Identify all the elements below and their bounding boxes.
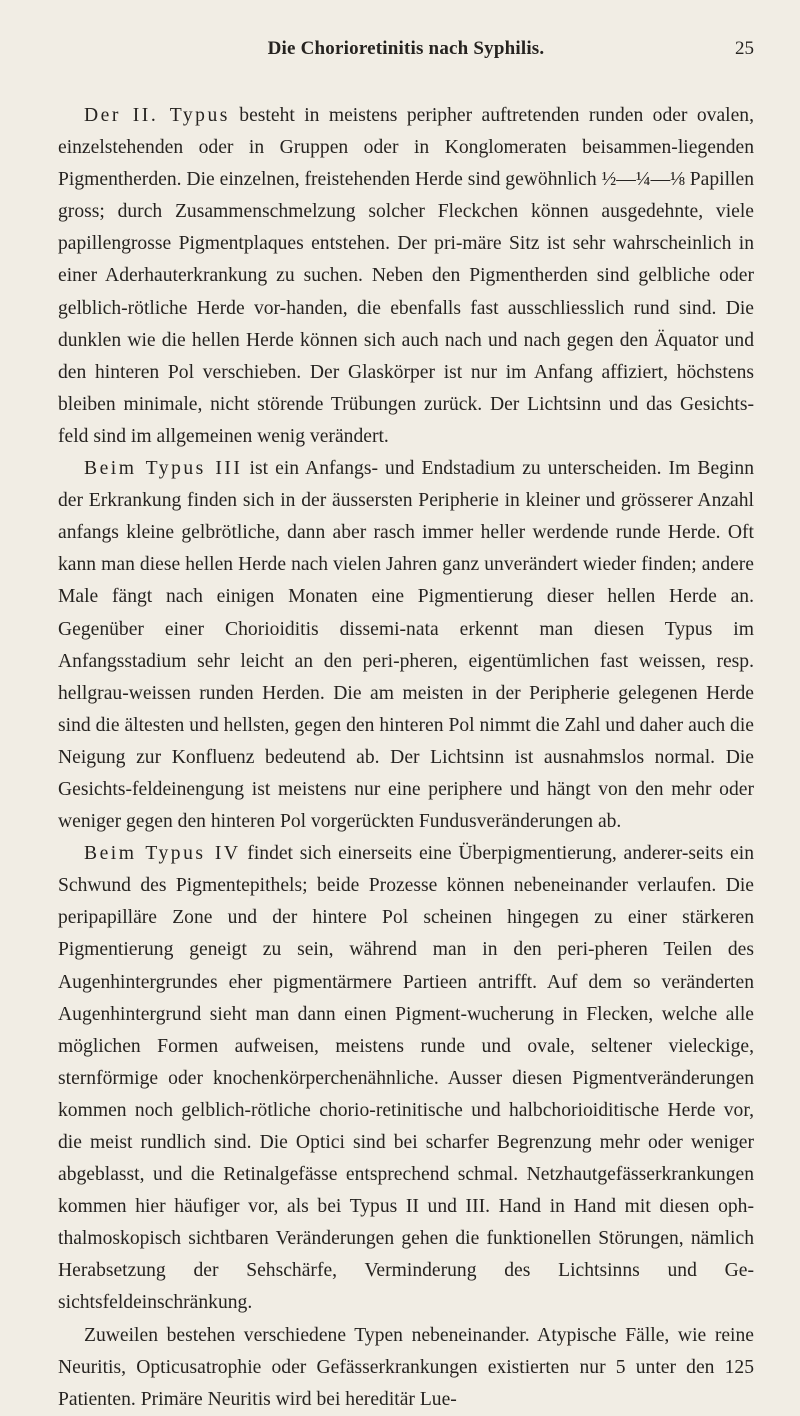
paragraph-text: ist ein Anfangs- und Endstadium zu unterscheiden. Im Beginn der Erkrankung finden sich in der äussersten Peripherie in kleiner und grösserer Anzahl anfangs kleine gelbrötliche, dann aber rasch immer heller werdende runde Herde. Oft kann man diese hellen Herde nach vielen Jahren ganz unverändert wieder finden; andere Male fängt nach einigen Monaten eine Pigmentierung dieser hellen Herde an. Gegenüber einer Chorioiditis dissemi-nata erkennt man diesen Typus im Anfangsstadium sehr leicht an den peri-pheren, eigentümlichen fast weissen, resp. hellgrau-weissen runden Herden. Die am meisten in der Peripherie gelegenen Herde sind die ältesten und hellsten, gegen den hinteren Pol nimmt die Zahl und daher auch die Neigung zur Konfluenz bedeutend ab. Der Lichtsinn ist ausnahmslos normal. Die Gesichts-feldeinengung ist meistens nur eine periphere und hängt von den mehr oder weniger gegen den hinteren Pol vorgerückten Fundusveränderungen ab.	[58, 458, 754, 833]
paragraph-typus-2	[58, 100, 754, 453]
paragraph-lead: Beim Typus IV	[84, 843, 241, 865]
paragraph-text: besteht in meistens peripher auftretenden runden oder ovalen, einzelstehenden oder in Gruppen oder in Konglomeraten beisammen-liegenden Pigmentherden. Die einzelnen, freistehenden Herde sind gewöhnlich ½—¼—⅛ Papillen gross; durch Zusammenschmelzung solcher Fleckchen können ausgedehnte, viele papillengrosse Pigmentplaques entstehen. Der pri-märe Sitz ist sehr wahrscheinlich in einer Aderhauterkrankung zu suchen. Neben den Pigmentherden sind gelbliche oder gelblich-rötliche Herde vor-handen, die ebenfalls fast ausschliesslich rund sind. Die dunklen wie die hellen Herde können sich auch nach und nach gegen den Äquator und den hinteren Pol verschieben. Der Glaskörper ist nur im Anfang affiziert, höchstens bleiben minimale, nicht störende Trübungen zurück. Der Lichtsinn und das Gesichts-feld sind im allgemeinen wenig verändert.	[58, 105, 754, 447]
page-number: 25	[735, 38, 754, 59]
paragraph-atypical	[58, 1320, 754, 1416]
running-title: Die Chorioretinitis nach Syphilis.	[267, 38, 545, 59]
paragraph-lead: Der II. Typus	[84, 105, 230, 126]
paragraph-typus-4	[58, 838, 754, 1319]
paragraph-text: findet sich einerseits eine Überpigmentierung, anderer-seits ein Schwund des Pigmentepithels; beide Prozesse können nebeneinander verlaufen. Die peripapilläre Zone und der hintere Pol scheinen hingegen zu einer stärkeren Pigmentierung geneigt zu sein, während man in den peri-pheren Teilen des Augenhintergrundes eher pigmentärmere Partieen antrifft. Auf dem so veränderten Augenhintergrund sieht man dann einen Pigment-wucherung in Flecken, welche alle möglichen Formen aufweisen, meistens runde und ovale, seltener vieleckige, sternförmige oder knochenkörperchenähnliche. Ausser diesen Pigmentveränderungen kommen noch gelblich-rötliche chorio-retinitische und halbchorioiditische Herde vor, die meist rundlich sind. Die Optici sind bei scharfer Begrenzung mehr oder weniger abgeblasst, und die Retinalgefässe entsprechend schmal. Netzhautgefässerkrankungen kommen hier häufiger vor, als bei Typus II und III. Hand in Hand mit diesen oph-thalmoskopisch sichtbaren Veränderungen gehen die funktionellen Störungen, nämlich Herabsetzung der Sehschärfe, Verminderung des Lichtsinns und Ge-sichtsfeldeinschränkung.	[58, 843, 754, 1314]
paragraph-text: Zuweilen bestehen verschiedene Typen nebeneinander. Atypische Fälle, wie reine Neuritis, Opticusatrophie oder Gefässerkrankungen existierten nur 5 unter den 125 Patienten. Primäre Neuritis wird bei hereditär Lue-	[58, 1324, 754, 1410]
page-header	[58, 38, 754, 78]
paragraph-lead: Beim Typus III	[84, 458, 243, 480]
body-text	[58, 100, 754, 1416]
paragraph-typus-3	[58, 453, 754, 838]
